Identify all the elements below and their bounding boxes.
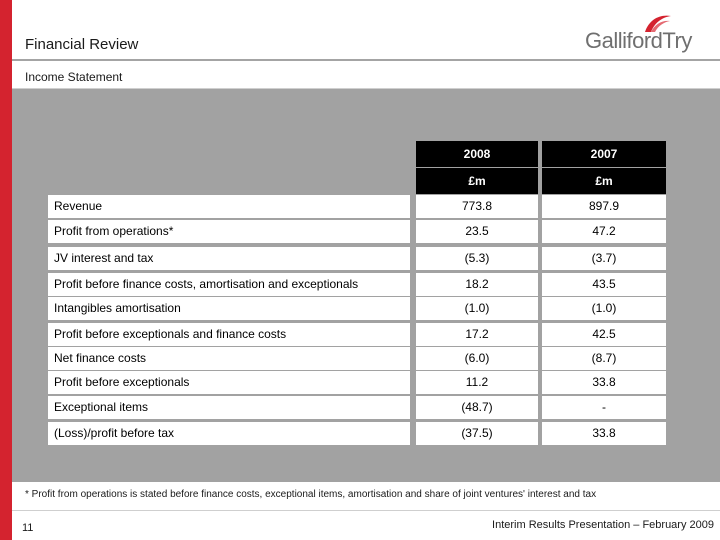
value-2008: (6.0): [416, 347, 538, 370]
row-label: Exceptional items: [48, 396, 410, 419]
table-row: [48, 195, 666, 218]
value-2008: (5.3): [416, 247, 538, 270]
row-label: Profit before exceptionals and finance costs: [48, 323, 410, 346]
value-2007: -: [542, 396, 666, 419]
table-row: [48, 371, 666, 394]
year-header-2008: 2008: [416, 141, 538, 167]
value-2008: (37.5): [416, 422, 538, 445]
footnote: * Profit from operations is stated before finance costs, exceptional items, amortisation and share of joint ventures' interest and tax: [25, 489, 597, 500]
value-2008: 17.2: [416, 323, 538, 346]
row-label: Profit before finance costs, amortisation and exceptionals: [48, 273, 410, 296]
row-label: (Loss)/profit before tax: [48, 422, 410, 445]
value-2008: 11.2: [416, 371, 538, 394]
title-divider: [12, 59, 720, 61]
row-label: Revenue: [48, 195, 410, 218]
row-label: Net finance costs: [48, 347, 410, 370]
table-row: [48, 422, 666, 445]
table-row: [48, 323, 666, 346]
row-label: Intangibles amortisation: [48, 297, 410, 320]
year-header-2007: 2007: [542, 141, 666, 167]
value-2008: (1.0): [416, 297, 538, 320]
company-logo: [585, 12, 710, 57]
value-2007: 42.5: [542, 323, 666, 346]
row-label: Profit before exceptionals: [48, 371, 410, 394]
row-label: Profit from operations*: [48, 220, 410, 243]
table-row: [48, 247, 666, 270]
unit-header-2007: £m: [542, 168, 666, 194]
value-2007: 33.8: [542, 371, 666, 394]
table-row: [48, 220, 666, 243]
value-2008: 23.5: [416, 220, 538, 243]
section-subtitle: Income Statement: [25, 70, 123, 84]
value-2007: 33.8: [542, 422, 666, 445]
table-row: [48, 396, 666, 419]
accent-stripe: [0, 0, 12, 540]
logo-wordmark: GallifordTry: [585, 28, 692, 53]
value-2008: 773.8: [416, 195, 538, 218]
table-row: [48, 297, 666, 320]
presentation-title: Interim Results Presentation – February 2009: [492, 519, 714, 531]
value-2007: (8.7): [542, 347, 666, 370]
table-row: [48, 273, 666, 296]
footer-divider: [12, 510, 720, 511]
unit-header-2008: £m: [416, 168, 538, 194]
row-label: JV interest and tax: [48, 247, 410, 270]
value-2007: (1.0): [542, 297, 666, 320]
table-row: [48, 347, 666, 370]
page-number: 11: [22, 522, 34, 534]
value-2007: (3.7): [542, 247, 666, 270]
value-2007: 43.5: [542, 273, 666, 296]
value-2007: 47.2: [542, 220, 666, 243]
value-2007: 897.9: [542, 195, 666, 218]
value-2008: 18.2: [416, 273, 538, 296]
value-2008: (48.7): [416, 396, 538, 419]
page-title: Financial Review: [25, 36, 139, 53]
